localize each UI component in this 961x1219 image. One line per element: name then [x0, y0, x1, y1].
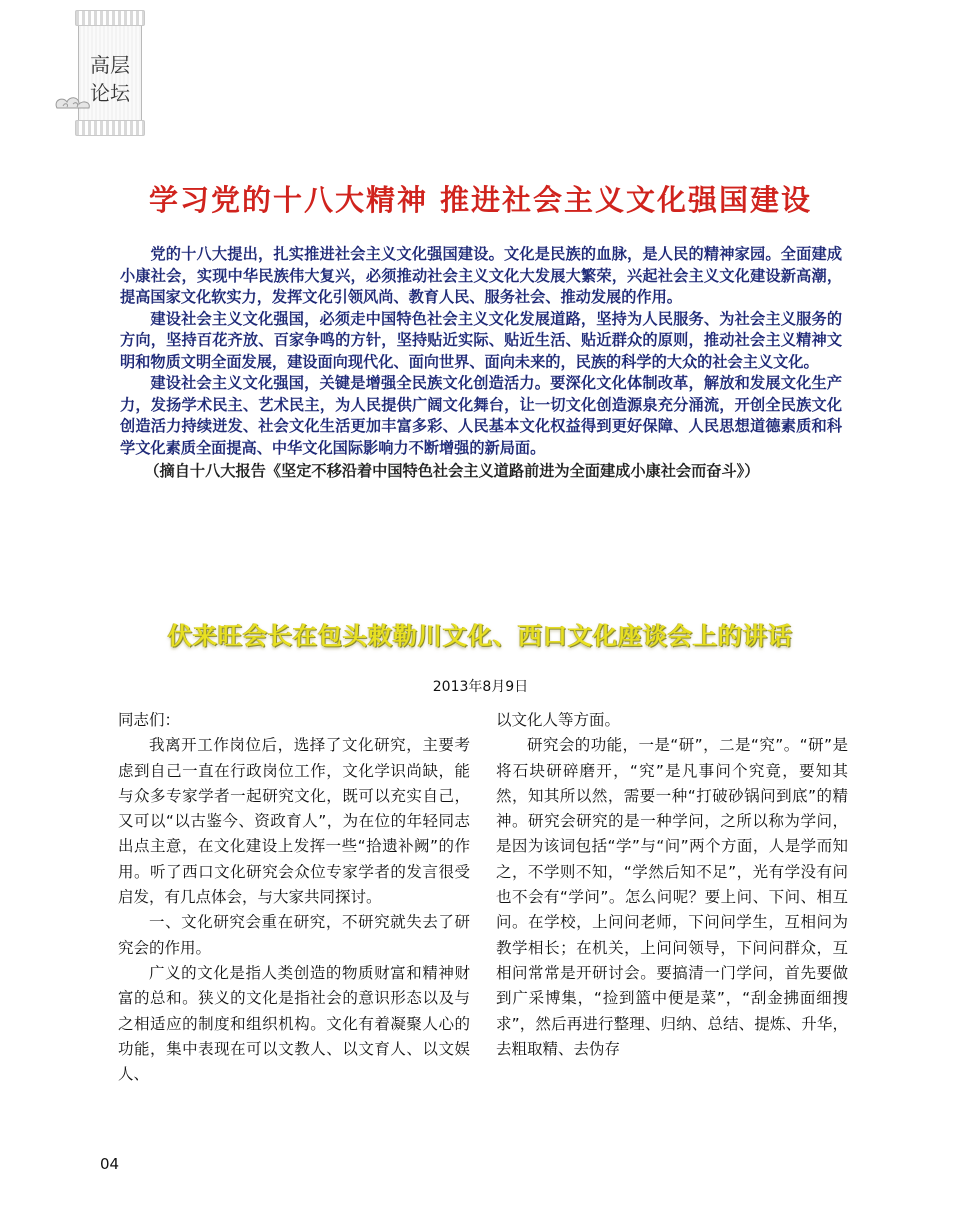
- article-1-paragraph: 党的十八大提出，扎实推进社会主义文化强国建设。文化是民族的血脉，是人民的精神家园。全面建成小康社会，实现中华民族伟大复兴，必须推动社会主义文化大发展大繁荣，兴起社会主义文化建设新高潮，提高国家文化软实力，发挥文化引领风尚、教育人民、服务社会、推动发展的作用。: [120, 245, 842, 306]
- article-2-paragraph: 广义的文化是指人类创造的物质财富和精神财富的总和。狭义的文化是指社会的意识形态以及与之相适应的制度和组织机构。文化有着凝聚人心的功能，集中表现在可以文教人、以文育人、以文娱人、: [118, 963, 470, 1084]
- badge-line-1: 高层: [90, 53, 130, 77]
- article-2-title: 伏来旺会长在包头敕勒川文化、西口文化座谈会上的讲话: [168, 621, 793, 650]
- article-2-paragraph: 一、文化研究会重在研究，不研究就失去了研究会的作用。: [118, 913, 470, 957]
- article-2-continuation: 以文化人等方面。: [496, 711, 621, 729]
- salutation: 同志们：: [118, 711, 181, 729]
- column-badge: [78, 14, 142, 132]
- badge-top-cap: [75, 10, 145, 26]
- badge-line-2: 论坛: [90, 81, 130, 105]
- page-number: 04: [100, 1155, 120, 1173]
- article-1-paragraph: 建设社会主义文化强国，关键是增强全民族文化创造活力。要深化文化体制改革，解放和发展文化生产力，发扬学术民主、艺术民主，为人民提供广阔文化舞台，让一切文化创造源泉充分涌流，开创全民族文化创造活力持续迸发、社会文化生活更加丰富多彩、人民基本文化权益得到更好保障、人民思想道德素质和科学文化素质全面提高、中华文化国际影响力不断增强的新局面。: [120, 374, 842, 457]
- article-1-paragraph: 建设社会主义文化强国，必须走中国特色社会主义文化发展道路，坚持为人民服务、为社会主义服务的方向，坚持百花齐放、百家争鸣的方针，坚持贴近实际、贴近生活、贴近群众的原则，推动社会主义精神文明和物质文明全面发展，建设面向现代化、面向世界、面向未来的，民族的科学的大众的社会主义文化。: [120, 309, 842, 371]
- article-2-left-column: [118, 708, 470, 1087]
- article-2-paragraph: 研究会的功能，一是“研”，二是“究”。“研”是将石块研碎磨开，“究”是凡事问个究竟，要知其然，知其所以然，需要一种“打破砂锅问到底”的精神。研究会研究的是一种学问，之所以称为学问，是因为该词包括“学”与“问”两个方面，人是学而知之，不学则不知，“学然后知不足”，光有学没有问也不会有“学问”。怎么问呢？要上问、下问、相互问。在学校，上问问老师，下问问学生，互相问为教学相长；在机关，上问问领导，下问问群众，互相问常常是开研讨会。要搞清一门学问，首先要做到广采博集，“捡到篮中便是菜”，“刮金拂面细搜求”，然后再进行整理、归纳、总结、提炼、升华，去粗取精、去伪存: [496, 736, 848, 1058]
- badge-bottom-cap: [75, 120, 145, 136]
- article-1-title: 学习党的十八大精神 推进社会主义文化强国建设: [148, 183, 813, 217]
- article-1-source: （摘自十八大报告《坚定不移沿着中国特色社会主义道路前进为全面建成小康社会而奋斗》）: [144, 462, 760, 480]
- article-1-body: [120, 244, 842, 483]
- article-2-paragraph: 我离开工作岗位后，选择了文化研究，主要考虑到自己一直在行政岗位工作，文化学识尚缺，能与众多专家学者一起研究文化，既可以充实自己，又可以“以古鉴今、资政育人”，为在位的年轻同志出点主意，在文化建设上发挥一些“拾遗补阙”的作用。听了西口文化研究会众位专家学者的发言很受启发，有几点体会，与大家共同探讨。: [118, 736, 470, 907]
- article-2-right-column: [496, 708, 848, 1062]
- article-2-date: 2013年8月9日: [432, 679, 529, 695]
